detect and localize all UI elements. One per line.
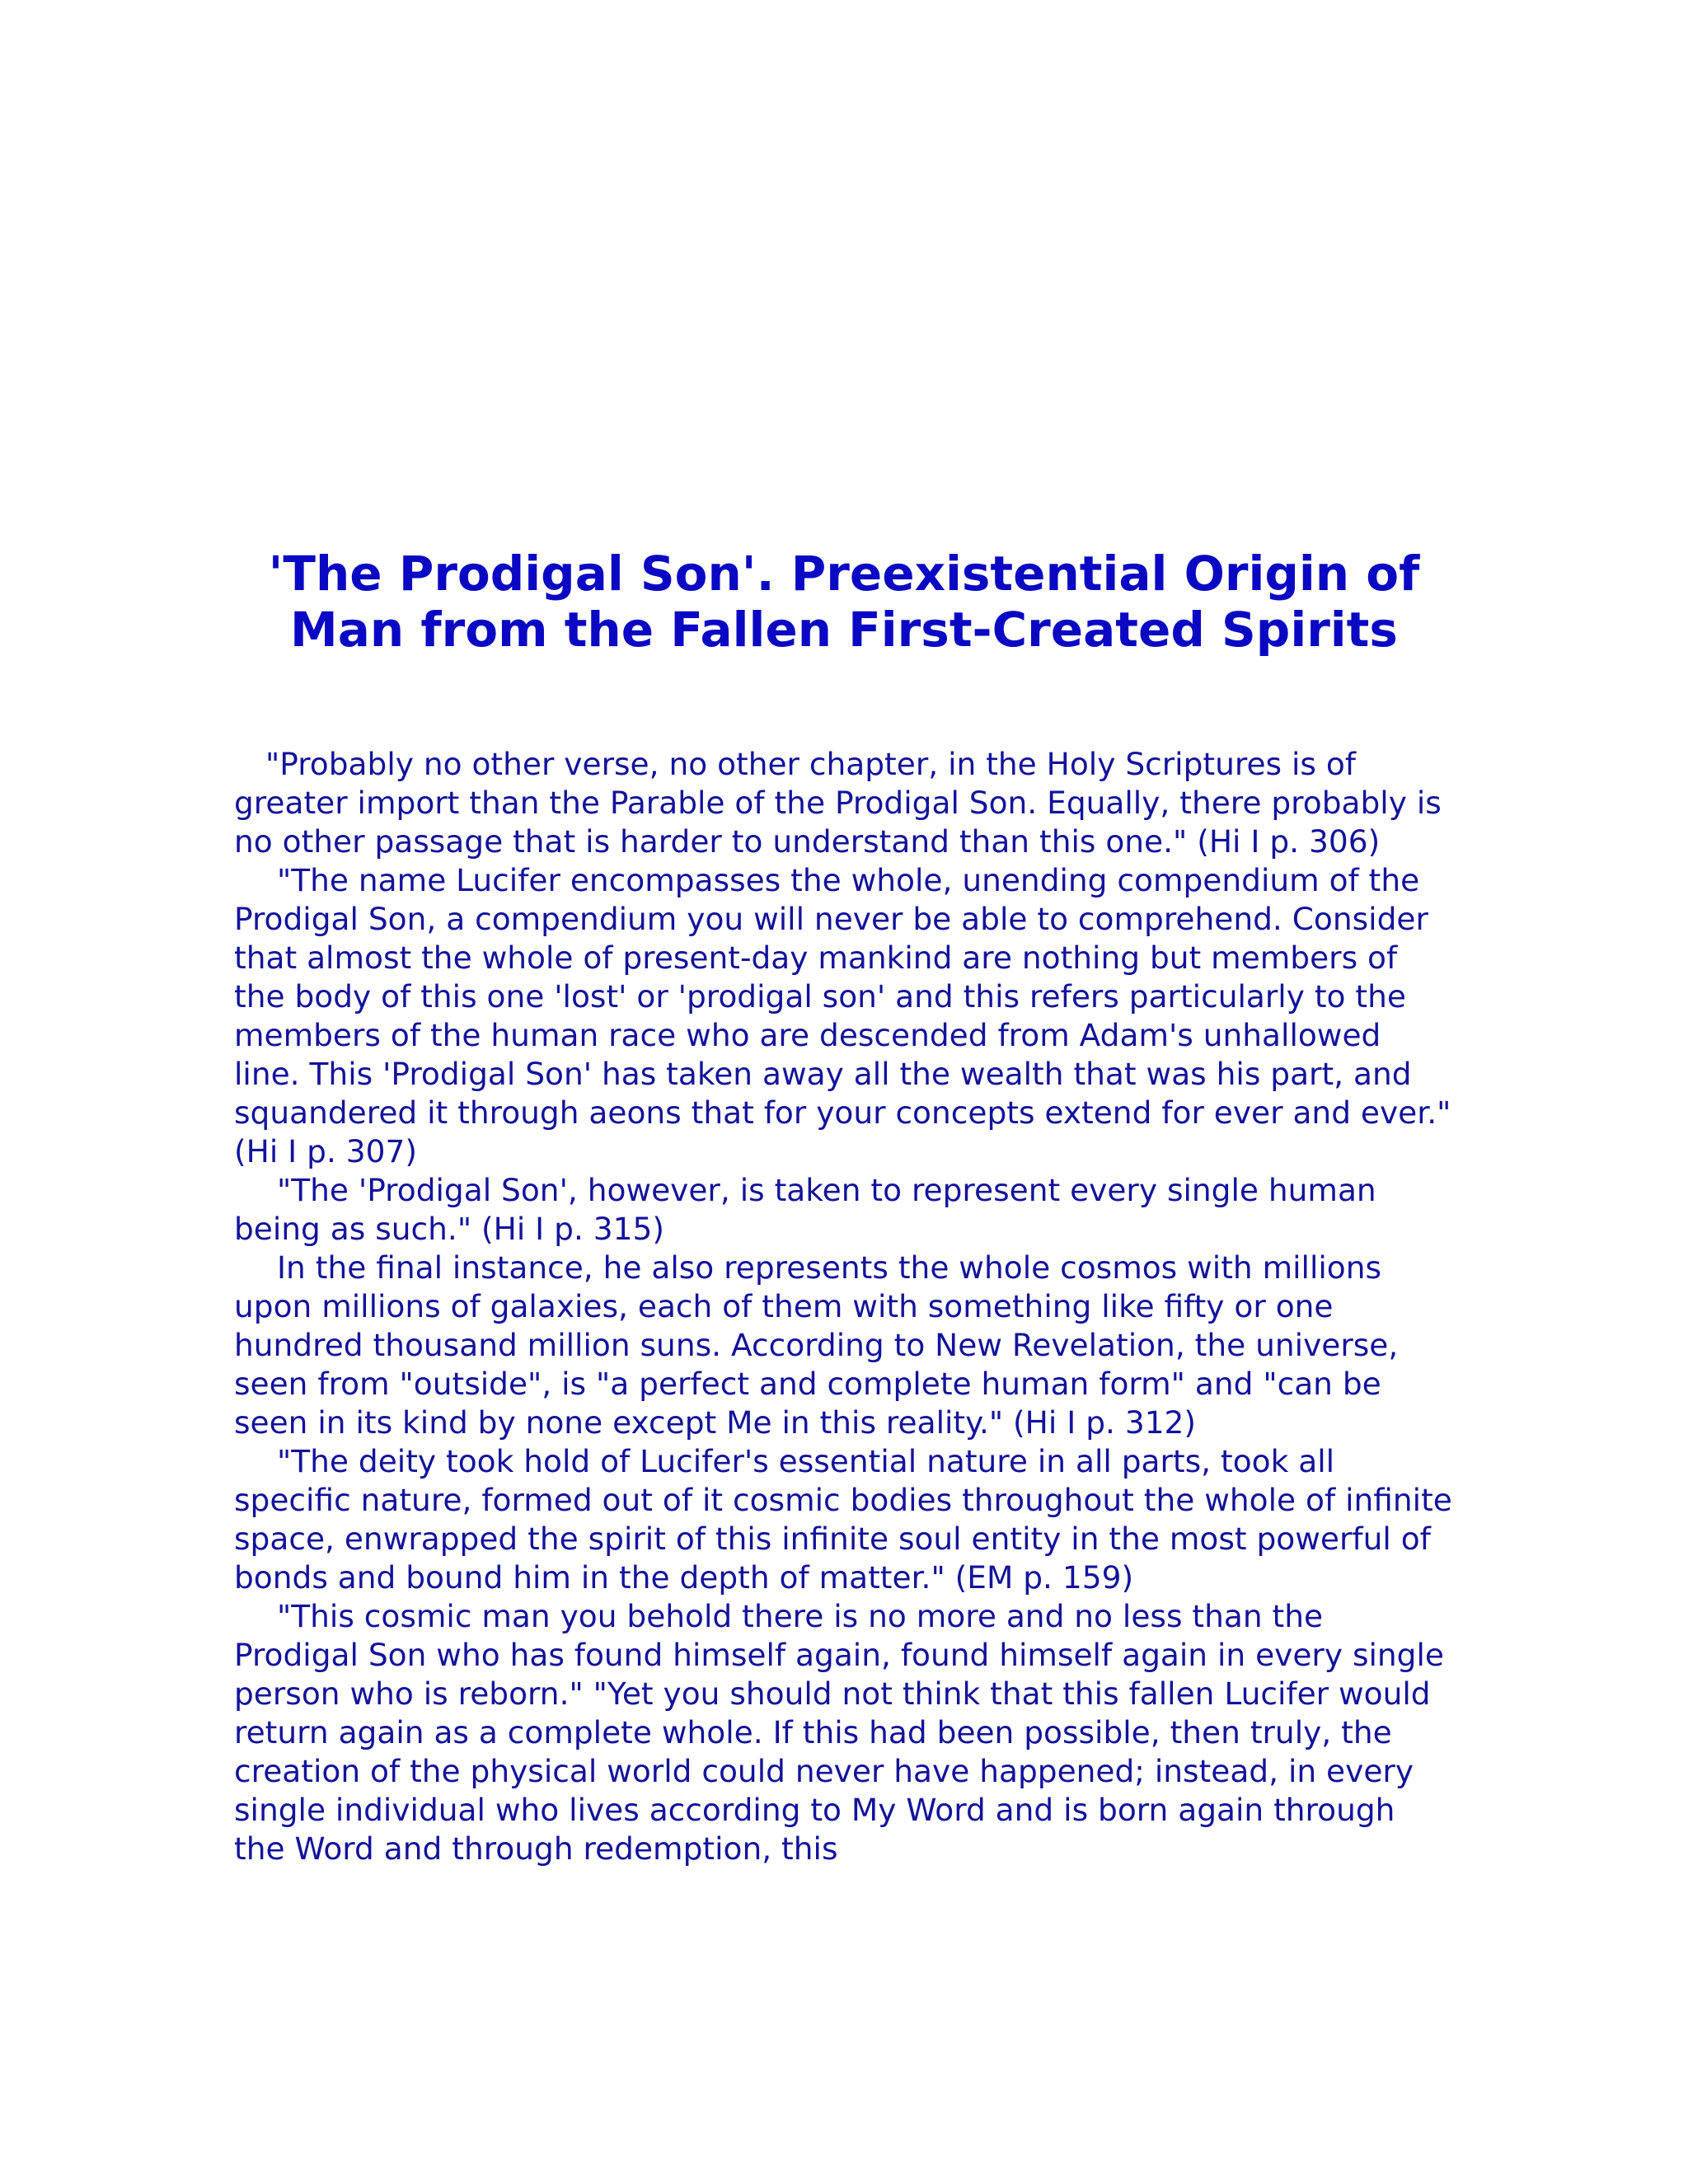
- paragraph-6: "This cosmic man you behold there is no more and no less than the Prodigal Son who has found himself again, found himself again in every single person who is reborn." "Yet you should not think that this fallen Lucifer would return again as a complete whole. If this had been possible, then truly, the creation of the physical world could never have happened; instead, in every single individual who lives according to My Word and is born again through the Word and through redemption, this: [234, 1598, 1444, 1867]
- title-line-1: 'The Prodigal Son'. Preexistential Origin of: [268, 546, 1420, 602]
- paragraph-4: In the final instance, he also represents the whole cosmos with millions upon millions of galaxies, each of them with something like fifty or one hundred thousand million suns. According to New Revelation, the universe, seen from "outside", is "a perfect and complete human form" and "can be seen in its kind by none except Me in this reality." (Hi I p. 312): [234, 1249, 1399, 1441]
- paragraph-3: "The 'Prodigal Son', however, is taken to represent every single human being as such." (Hi I p. 315): [234, 1172, 1376, 1247]
- paragraph-5: "The deity took hold of Lucifer's essential nature in all parts, took all specific nature, formed out of it cosmic bodies throughout the whole of infinite space, enwrapped the spirit of this infinite soul entity in the most powerful of bonds and bound him in the depth of matter." (EM p. 159): [234, 1443, 1452, 1596]
- paragraph-1: "Probably no other verse, no other chapter, in the Holy Scriptures is of greater import than the Parable of the Prodigal Son. Equally, there probably is no other passage that is harder to understand than this one." (Hi I p. 306): [234, 746, 1442, 860]
- paragraph-2: "The name Lucifer encompasses the whole, unending compendium of the Prodigal Son, a compendium you will never be able to comprehend. Consider that almost the whole of present-day mankind are nothing but members of the body of this one 'lost' or 'prodigal son' and this refers particularly to the members of the human race who are descended from Adam's unhallowed line. This 'Prodigal Son' has taken away all the wealth that was his part, and squandered it through aeons that for your concepts extend for ever and ever." (Hi I p. 307): [234, 862, 1451, 1169]
- body-text: [234, 745, 1454, 1868]
- title-line-2: Man from the Fallen First-Created Spirits: [290, 602, 1398, 658]
- page-title: [198, 546, 1490, 658]
